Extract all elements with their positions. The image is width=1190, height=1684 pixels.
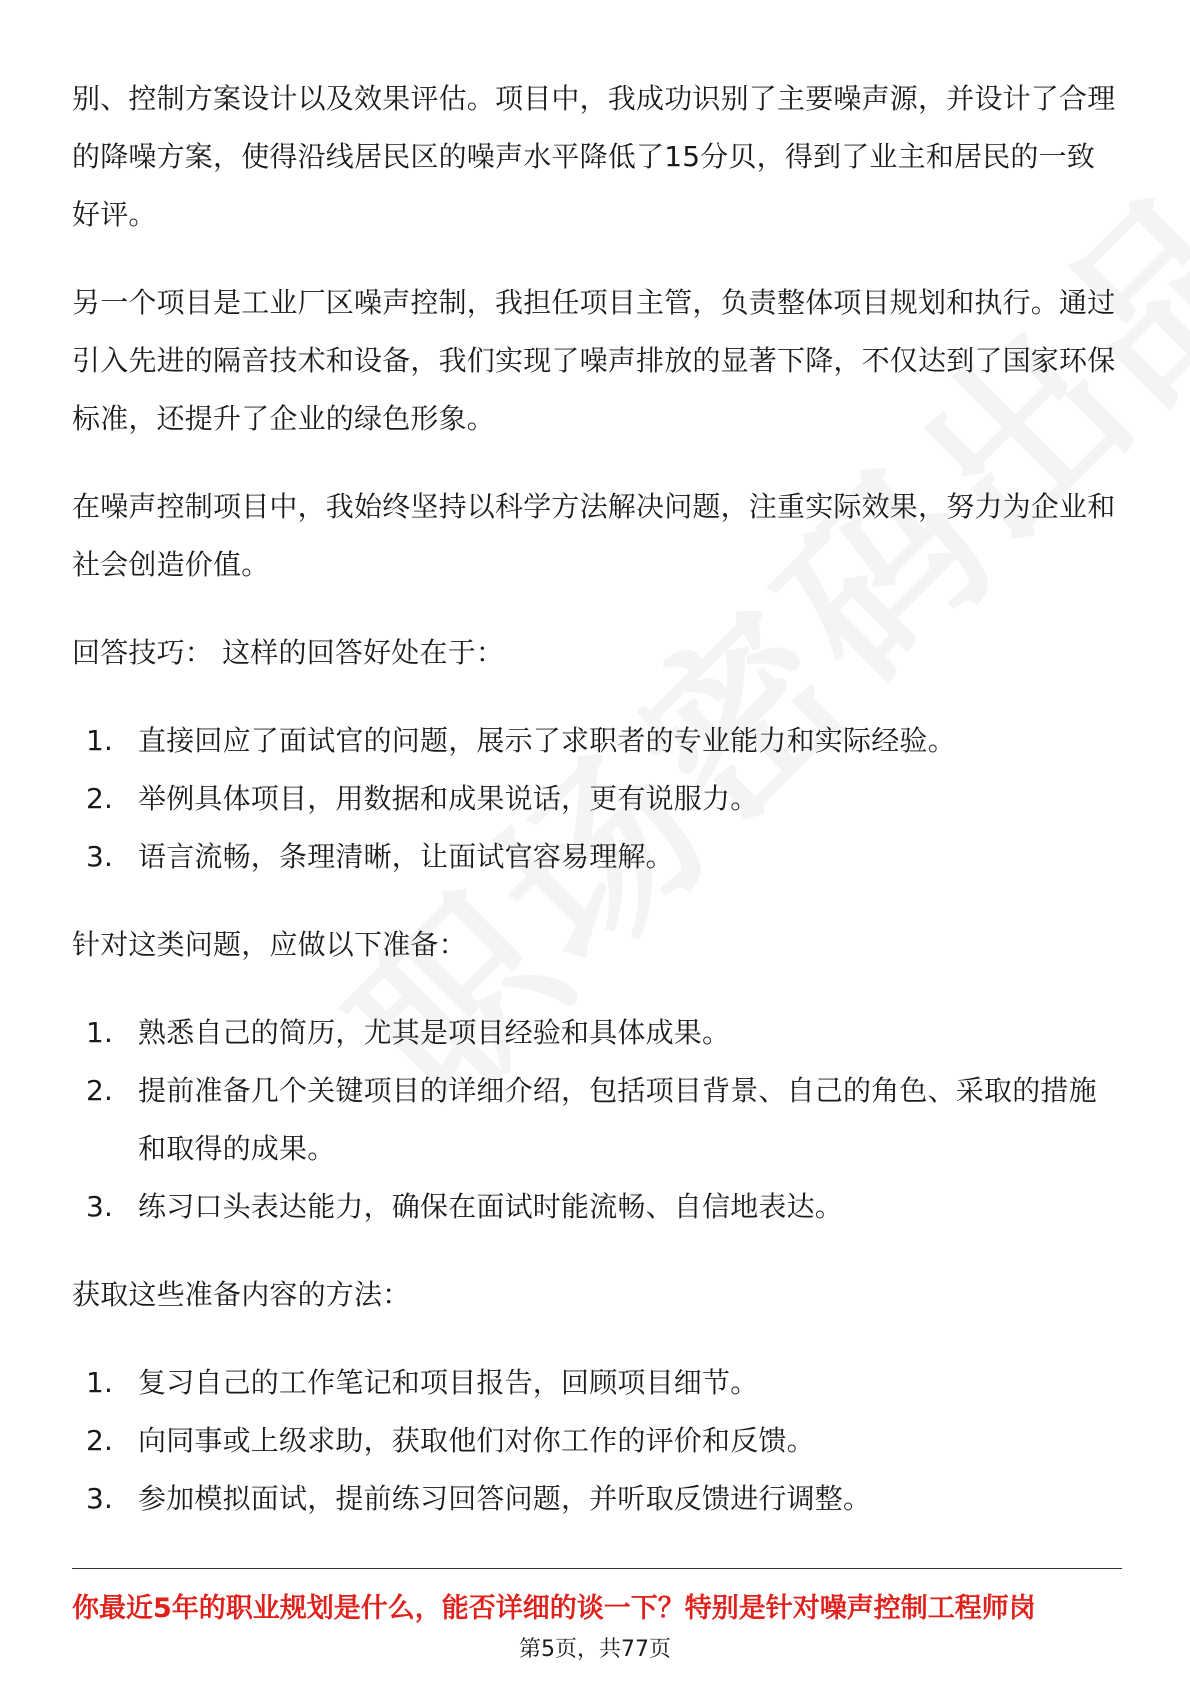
tips-heading: 回答技巧： 这样的回答好处在于：: [72, 636, 505, 669]
list-item-text: 提前准备几个关键项目的详细介绍，包括项目背景、自己的角色、采取的措施和取得的成果。: [138, 1074, 1097, 1165]
list-item: [86, 770, 1122, 828]
list-item: [86, 1004, 1122, 1062]
method-list: [72, 1354, 1122, 1528]
list-item: [86, 1470, 1122, 1528]
list-item-text: 复习自己的工作笔记和项目报告，回顾项目细节。: [138, 1366, 759, 1399]
list-item-text: 参加模拟面试，提前练习回答问题，并听取反馈进行调整。: [138, 1482, 872, 1515]
page-number: 第5页，共77页: [519, 1637, 671, 1662]
paragraph-project-summary: 别、控制方案设计以及效果评估。项目中，我成功识别了主要噪声源，并设计了合理的降噪方案，使得沿线居民区的噪声水平降低了15分贝，得到了业主和居民的一致好评。: [72, 82, 1116, 231]
list-item-text: 练习口头表达能力，确保在面试时能流畅、自信地表达。: [138, 1190, 844, 1223]
list-item-text: 语言流畅，条理清晰，让面试官容易理解。: [138, 840, 674, 873]
tips-list: [72, 712, 1122, 886]
list-item: [86, 1178, 1122, 1236]
footer-divider: [72, 1568, 1122, 1569]
paragraph-conclusion: 在噪声控制项目中，我始终坚持以科学方法解决问题，注重实际效果，努力为企业和社会创造价值。: [72, 490, 1116, 581]
list-item: [86, 1062, 1122, 1178]
list-number: 1.: [86, 1016, 114, 1049]
paragraph-industrial-project: 另一个项目是工业厂区噪声控制，我担任项目主管，负责整体项目规划和执行。通过引入先进的隔音技术和设备，我们实现了噪声排放的显著下降，不仅达到了国家环保标准，还提升了企业的绿色形象。: [72, 286, 1116, 435]
list-number: 3.: [86, 1190, 114, 1223]
list-number: 3.: [86, 1482, 114, 1515]
list-item: [86, 1354, 1122, 1412]
list-item: [86, 828, 1122, 886]
list-item-text: 举例具体项目，用数据和成果说话，更有说服力。: [138, 782, 759, 815]
list-item-text: 直接回应了面试官的问题，展示了求职者的专业能力和实际经验。: [138, 724, 956, 757]
list-item: [86, 712, 1122, 770]
list-number: 2.: [86, 1074, 114, 1107]
list-item: [86, 1412, 1122, 1470]
list-number: 2.: [86, 1424, 114, 1457]
preparation-heading: 针对这类问题，应做以下准备：: [72, 928, 467, 961]
document-body: [72, 70, 1122, 1558]
list-item-text: 熟悉自己的简历，尤其是项目经验和具体成果。: [138, 1016, 731, 1049]
list-number: 1.: [86, 724, 114, 757]
list-number: 1.: [86, 1366, 114, 1399]
preparation-list: [72, 1004, 1122, 1236]
list-number: 3.: [86, 840, 114, 873]
footer-question-title: 你最近5年的职业规划是什么，能否详细的谈一下？特别是针对噪声控制工程师岗: [72, 1593, 1036, 1624]
method-heading: 获取这些准备内容的方法：: [72, 1278, 411, 1311]
list-item-text: 向同事或上级求助，获取他们对你工作的评价和反馈。: [138, 1424, 815, 1457]
list-number: 2.: [86, 782, 114, 815]
